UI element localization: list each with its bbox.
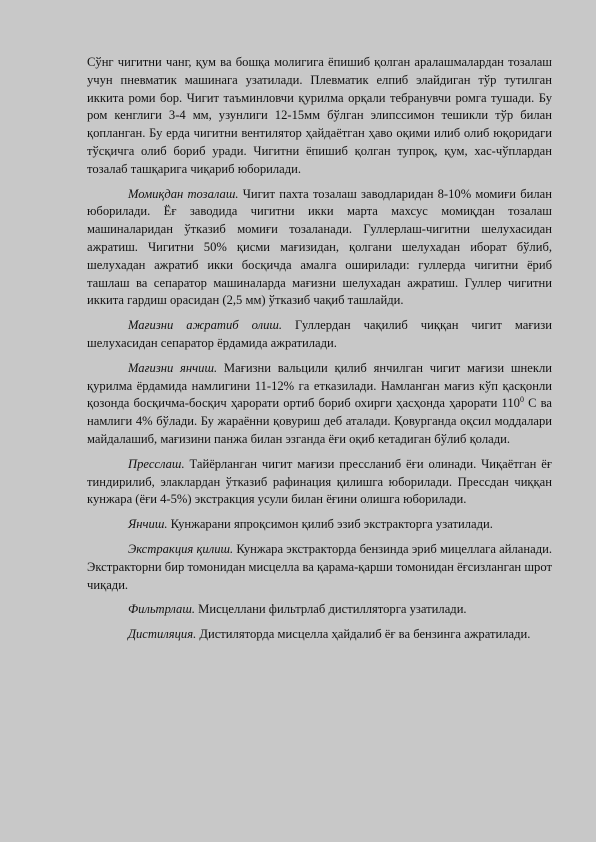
paragraph-8 (87, 601, 552, 619)
paragraph-4 (87, 360, 552, 449)
paragraph-7 (87, 541, 552, 594)
paragraph-6-term: Янчиш. (128, 517, 168, 532)
paragraph-6-text: Кунжарани япроқсимон қилиб эзиб экстракторга узатилади. (167, 517, 493, 532)
paragraph-9 (87, 626, 552, 644)
paragraph-5-text: Тайёрланган чигит мағизи прессланиб ёғи олинади. Чиқаётган ёғ тиндирилиб, элаклардан ўтказиб рафинация қилишга юборилади. Прессдан чиққан кунжара (ёғи 4-5%) экстракция усули билан ёғини олишга юборилади. (87, 456, 552, 507)
paragraph-7-term: Экстракция қилиш. (128, 541, 234, 556)
paragraph-1-text: Сўнг чигитни чанг, қум ва бошқа молигига ёпишиб қолган аралашмалардан тозалаш учун пневматик машинага узатилади. Плевматик елпиб элайдиган тўр тутилган иккита роми бор. Чигит таъминловчи қурилма орқали тебранувчи ромга тушади. Бу ром кенглиги 3-4 мм, узунлиги 12-15мм бўлган элипссимон тешикли тўр билан қопланган. Бу ерда чигитни вентилятор ҳайдаётган ҳаво оқими илиб олиб юқоридаги тўсқичга олиб бориб уради. Чигитни ёпишиб қолган тупроқ, қум, хас-чўплардан тозалаб ташқарига чиқариб юборилади. (87, 55, 552, 176)
paragraph-8-text: Мисцеллани фильтрлаб дистилляторга узатилади. (195, 602, 467, 617)
paragraph-4-term: Мағизни янчиш. (128, 360, 218, 375)
paragraph-9-text: Дистиляторда мисцелла ҳайдалиб ёғ ва бензинга ажратилади. (196, 627, 531, 642)
paragraph-2-term: Момиқдан тозалаш. (128, 186, 239, 201)
paragraph-3-term: Мағизни ажратиб олиш. (128, 318, 283, 333)
paragraph-2-text: Чигит пахта тозалаш заводларидан 8-10% момиғи билан юборилади. Ёғ заводида чигитни икки марта махсус момиқдан тозалаш машиналаридан ўтказиб момиғи тозаланади. Гуллерлаш-чигитни шелухасидан ажратиш. Чигитни 50% қисми мағизидан, қолгани шелухадан иборат бўлиб, шелухадан ажратиб икки босқичда амалга оширилади: гуллерда чигитни ёриб ташлаш ва сепаратор машиналарда мағизни шелухадан ажратиш. Гуллер чигитни иккита гардиш орасидан (2,5 мм) ўтказиб чақиб ташлайди. (87, 186, 552, 308)
paragraph-5 (87, 456, 552, 509)
paragraph-4-degree-sup: 0 (519, 395, 524, 405)
document-page (87, 54, 552, 651)
paragraph-3 (87, 317, 552, 353)
paragraph-6 (87, 516, 552, 534)
paragraph-4-text-after: С ва намлиги 4% бўлади. Бу жараённи қовуриш деб аталади. Қовурганда оқсил моддалари майдалашиб, мағизини панжа билан эзганда ёғи оқиб кетадиган бўлиб қолади. (87, 396, 552, 446)
paragraph-9-term: Дистиляция. (128, 627, 197, 642)
paragraph-2 (87, 186, 552, 311)
paragraph-3-text: Гуллердан чақилиб чиққан чигит мағизи шелухасидан сепаратор ёрдамида ажратилади. (87, 318, 552, 350)
paragraph-4-text-before: Мағизни вальцили қилиб янчилган чигит мағизи шнекли қурилма ёрдамида намлигини 11-12% га етказилади. Намланган мағиз кўп қасқонли қозонда босқичма-босқич ҳарорати ортиб бориб охирги ҳасҳонда ҳарорати 110 (87, 360, 552, 411)
paragraph-8-term: Фильтрлаш. (128, 602, 195, 617)
paragraph-7-text: Кунжара экстракторда бензинда эриб мицеллага айланади. Экстракторни бир томонидан мисцелла ва қарама-қарши томонидан ёғсизланган шрот чиқади. (87, 541, 552, 592)
paragraph-5-term: Пресслаш. (128, 456, 185, 471)
paragraph-1 (87, 54, 552, 179)
